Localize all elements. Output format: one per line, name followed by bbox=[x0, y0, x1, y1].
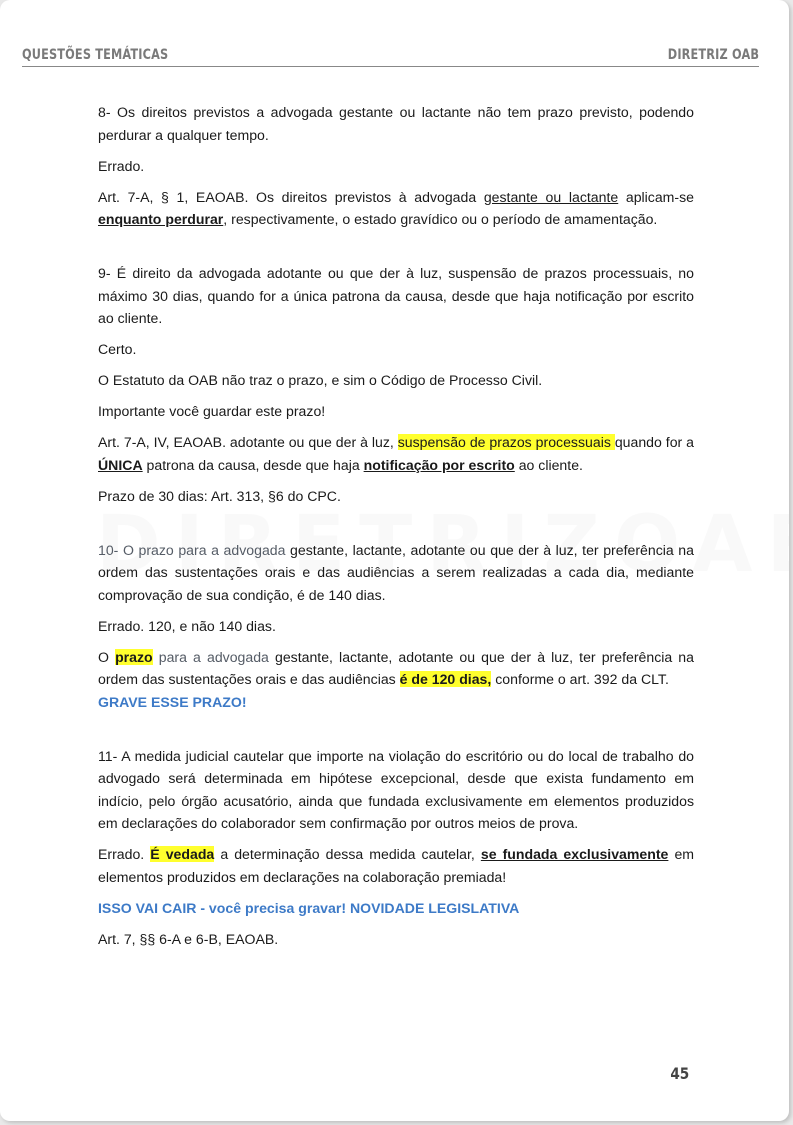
q11-expl-text: a determinação dessa medida cautelar, bbox=[214, 846, 481, 862]
q10-expl-text: conforme o art. 392 da CLT. bbox=[491, 671, 669, 687]
q10-expl-text: gestante, lactante, adotante ou que der à luz, ter preferência na ordem das sustentações orais e das audiências bbox=[98, 648, 694, 687]
q10-expl-highlight: é de 120 dias, bbox=[399, 671, 492, 687]
question-8-answer: Errado. bbox=[98, 157, 145, 174]
question-10-answer: Errado. 120, e não 140 dias. bbox=[98, 617, 276, 634]
q11-expl-bold-underline: se fundada exclusivamente bbox=[480, 846, 669, 862]
q11-expl-text: em elementos produzidos em declarações na colaboração premiada! bbox=[98, 846, 695, 885]
question-9-note-1: O Estatuto da OAB não traz o prazo, e sim o Código de Processo Civil. bbox=[98, 372, 543, 388]
q10-statement-prefix: 10- O prazo para a advogada bbox=[98, 541, 286, 558]
q9-expl-text: patrona da causa, desde que haja bbox=[142, 456, 364, 473]
q10-expl-highlight: prazo bbox=[115, 648, 153, 665]
q9-expl-text: Art. 7-A, IV, EAOAB. adotante ou que der à luz, bbox=[98, 434, 398, 450]
q8-expl-text: , respectivamente, o estado gravídico ou o período de amamentação. bbox=[223, 211, 658, 227]
question-10-explanation bbox=[98, 646, 694, 691]
header-left-title: QUESTÕES TEMÁTICAS bbox=[22, 47, 169, 63]
page-number: 45 bbox=[670, 1064, 689, 1083]
q8-expl-text: Art. 7-A, § 1, EAOAB. Os direitos previstos à advogada bbox=[98, 188, 484, 205]
q9-expl-highlight: suspensão de prazos processuais bbox=[397, 434, 615, 450]
spacer bbox=[98, 239, 694, 262]
q10-statement-text: gestante, lactante, adotante ou que der à luz, ter preferência na ordem das sustentações orais e das audiências a serem realizadas a cada dia, mediante comprovação de sua condição, é de 140 dias. bbox=[98, 541, 694, 603]
q9-expl-text: ao cliente. bbox=[514, 456, 583, 473]
document-body bbox=[98, 101, 694, 959]
q10-expl-text: O bbox=[98, 648, 116, 665]
question-11-statement: 11- A medida judicial cautelar que importe na violação do escritório ou do local de trabalho do advogado será determinada em hipótese excepcional, desde que exista fundamento em indício, pelo órgão acusatório, ainda que fundada exclusivamente em elementos produzidos em declarações do colaborador sem confirmação por outros meios de prova. bbox=[98, 747, 694, 831]
question-11-warning: ISSO VAI CAIR - você precisa gravar! NOVIDADE LEGISLATIVA bbox=[98, 899, 520, 916]
question-8-explanation bbox=[98, 186, 694, 231]
question-9-note-3: Prazo de 30 dias: Art. 313, §6 do CPC. bbox=[98, 487, 341, 504]
question-11-reference: Art. 7, §§ 6-A e 6-B, EAOAB. bbox=[98, 930, 279, 947]
question-9-note-2: Importante você guardar este prazo! bbox=[98, 403, 326, 419]
header-rule bbox=[22, 66, 759, 67]
q9-expl-bold-underline: notificação por escrito bbox=[363, 456, 515, 473]
question-9-statement: 9- É direito da advogada adotante ou que der à luz, suspensão de prazos processuais, no máximo 30 dias, quando for a única patrona da causa, desde que haja notificação por escrito ao cliente. bbox=[98, 265, 694, 326]
q8-expl-bold-underline: enquanto perdurar bbox=[98, 211, 224, 227]
question-9-explanation bbox=[98, 431, 694, 476]
q11-expl-text: Errado. bbox=[98, 846, 151, 862]
question-8-statement: 8- Os direitos previstos a advogada gestante ou lactante não tem prazo previsto, podendo perdurar a qualquer tempo. bbox=[98, 104, 694, 143]
spacer bbox=[98, 516, 694, 539]
question-10-warning: GRAVE ESSE PRAZO! bbox=[98, 693, 247, 710]
q11-expl-highlight: É vedada bbox=[150, 846, 215, 862]
spacer bbox=[98, 722, 694, 745]
q8-expl-underline: gestante ou lactante bbox=[483, 188, 619, 205]
question-11-explanation bbox=[98, 843, 694, 888]
q9-expl-bold-underline: ÚNICA bbox=[98, 456, 143, 473]
header-right-title: DIRETRIZ OAB bbox=[667, 47, 759, 63]
question-9-answer: Certo. bbox=[98, 341, 137, 357]
question-10-statement bbox=[98, 539, 694, 607]
q9-expl-text: quando for a bbox=[614, 434, 694, 450]
q10-expl-gray: para a advogada bbox=[152, 648, 269, 665]
q8-expl-text: aplicam-se bbox=[618, 188, 694, 205]
